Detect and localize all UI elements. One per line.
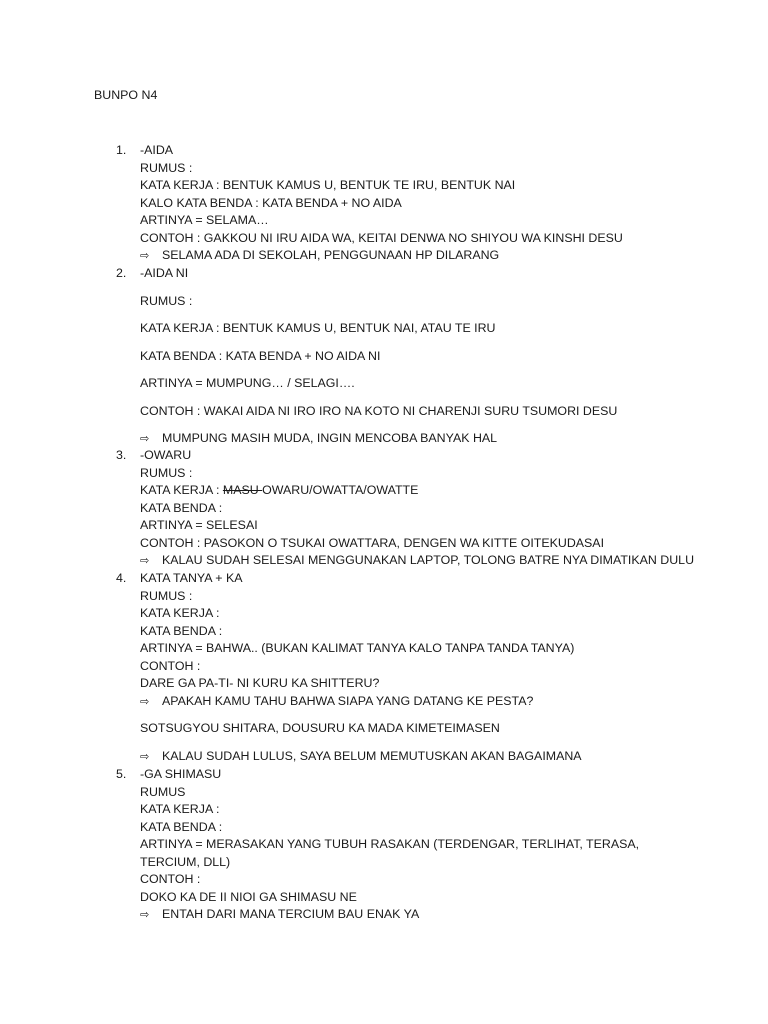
document-title: BUNPO N4	[94, 88, 158, 102]
translation-line	[140, 430, 617, 448]
kata-kerja-rest: OWARU/OWATTA/OWATTE	[262, 483, 419, 497]
rumus-label: RUMUS :	[140, 293, 193, 308]
artinya-line: ARTINYA = BAHWA.. (BUKAN KALIMAT TANYA KALO TANPA TANDA TANYA)	[140, 641, 575, 655]
kata-benda-line: KATA BENDA : KATA BENDA + NO AIDA NI	[140, 348, 381, 363]
arrow-icon: ⇨	[140, 554, 150, 567]
translation-text: APAKAH KAMU TAHU BAHWA SIAPA YANG DATANG KE PESTA?	[162, 693, 534, 708]
kata-kerja-prefix: KATA KERJA :	[140, 483, 223, 497]
kata-benda-line: KATA BENDA :	[140, 500, 223, 515]
arrow-icon: ⇨	[140, 694, 150, 708]
item-heading: -GA SHIMASU	[140, 767, 222, 781]
translation-line	[140, 247, 623, 265]
item-heading: -AIDA	[140, 143, 174, 157]
translation-line	[140, 748, 582, 766]
translation-text: KALAU SUDAH LULUS, SAYA BELUM MEMUTUSKAN AKAN BAGAIMANA	[162, 748, 582, 763]
item-heading: -OWARU	[140, 448, 192, 462]
example-line: SOTSUGYOU SHITARA, DOUSURU KA MADA KIMETEIMASEN	[140, 721, 500, 735]
rumus-label: RUMUS :	[140, 588, 193, 603]
translation-text: SELAMA ADA DI SEKOLAH, PENGGUNAAN HP DILARANG	[162, 248, 500, 262]
item-number: 2.	[116, 266, 127, 280]
arrow-icon: ⇨	[140, 432, 150, 445]
arrow-icon: ⇨	[140, 908, 150, 921]
item-heading: KATA TANYA + KA	[140, 571, 243, 585]
item-heading: -AIDA NI	[140, 266, 189, 280]
arrow-icon: ⇨	[140, 749, 150, 763]
struck-text: MASU	[222, 483, 263, 497]
item-number: 1.	[116, 143, 127, 157]
example-line: DARE GA PA-TI- NI KURU KA SHITTERU?	[140, 676, 380, 690]
translation-text: ENTAH DARI MANA TERCIUM BAU ENAK YA	[162, 907, 420, 921]
translation-text: MUMPUNG MASIH MUDA, INGIN MENCOBA BANYAK HAL	[162, 431, 498, 445]
artinya-line: ARTINYA = MUMPUNG… / SELAGI….	[140, 376, 355, 390]
rumus-label: RUMUS :	[140, 465, 193, 480]
example-line: DOKO KA DE II NIOI GA SHIMASU NE	[140, 889, 357, 904]
item-number: 5.	[116, 767, 127, 781]
translation-text: KALAU SUDAH SELESAI MENGGUNAKAN LAPTOP, TOLONG BATRE NYA DIMATIKAN DULU	[162, 553, 695, 567]
artinya-line: ARTINYA = SELESAI	[140, 518, 258, 532]
kata-benda-line: KALO KATA BENDA : KATA BENDA + NO AIDA	[140, 195, 402, 210]
kata-kerja-line: KATA KERJA :	[140, 802, 220, 816]
kata-kerja-line: KATA KERJA : BENTUK KAMUS U, BENTUK NAI, ATAU TE IRU	[140, 321, 496, 335]
kata-kerja-line: KATA KERJA : BENTUK KAMUS U, BENTUK TE IRU, BENTUK NAI	[140, 178, 516, 192]
contoh-line: CONTOH : WAKAI AIDA NI IRO IRO NA KOTO NI CHARENJI SURU TSUMORI DESU	[140, 403, 618, 418]
kata-benda-line: KATA BENDA :	[140, 819, 223, 834]
rumus-label: RUMUS	[140, 784, 186, 799]
rumus-label: RUMUS :	[140, 160, 193, 175]
contoh-line: CONTOH :	[140, 658, 201, 673]
contoh-line: CONTOH : PASOKON O TSUKAI OWATTARA, DENGEN WA KITTE OITEKUDASAI	[140, 535, 605, 550]
artinya-line: ARTINYA = MERASAKAN YANG TUBUH RASAKAN (TERDENGAR, TERLIHAT, TERASA, TERCIUM, DLL)	[140, 837, 640, 869]
translation-line	[140, 552, 694, 570]
kata-kerja-line: KATA KERJA :	[140, 606, 220, 620]
contoh-line: CONTOH : GAKKOU NI IRU AIDA WA, KEITAI DENWA NO SHIYOU WA KINSHI DESU	[140, 230, 623, 245]
translation-line	[140, 693, 582, 721]
kata-kerja-line	[140, 482, 694, 500]
translation-line	[140, 906, 680, 924]
kata-benda-line: KATA BENDA :	[140, 623, 223, 638]
artinya-line: ARTINYA = SELAMA…	[140, 213, 269, 227]
item-number: 3.	[116, 448, 127, 462]
contoh-line: CONTOH :	[140, 872, 201, 886]
item-number: 4.	[116, 571, 127, 585]
arrow-icon: ⇨	[140, 249, 150, 262]
